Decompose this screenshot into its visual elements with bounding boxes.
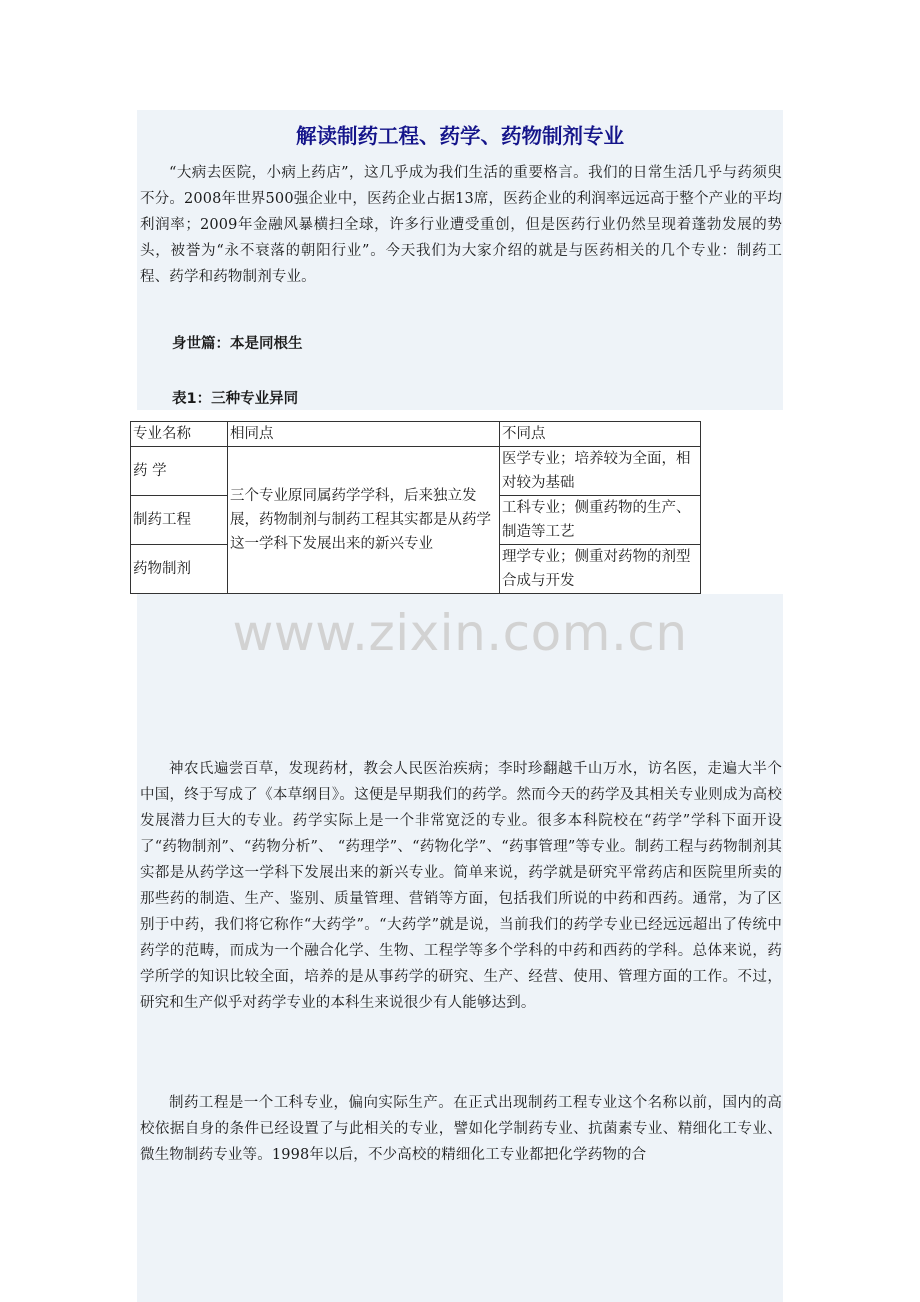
intro-paragraph: “大病去医院，小病上药店”，这几乎成为我们生活的重要格言。我们的日常生活几乎与药须臾不分。2008年世界500强企业中，医药企业占据13席，医药企业的利润率远远高于整个产业的平均利润率；2009年金融风暴横扫全球，许多行业遭受重创，但是医药行业仍然呈现着蓬勃发展的势头，被誉为“永不衰落的朝阳行业”。今天我们为大家介绍的就是与医药相关的几个专业：制药工程、药学和药物制剂专业。 (140, 165, 782, 285)
table-caption: 表1：三种专业异同 (172, 391, 299, 407)
difference-cell: 医学专业；培养较为全面，相对较为基础 (500, 447, 701, 496)
major-name-cell: 药物制剂 (131, 545, 228, 594)
comparison-table (130, 421, 701, 594)
watermark: www.zixin.com.cn (232, 604, 688, 662)
header-common: 相同点 (228, 422, 500, 447)
body-paragraph-shennong: 神农氏遍尝百草，发现药材，教会人民医治疾病；李时珍翻越千山万水，访名医，走遍大半个中国，终于写成了《本草纲目》。这便是早期我们的药学。然而今天的药学及其相关专业则成为高校发展潜力巨大的专业。药学实际上是一个非常宽泛的专业。很多本科院校在“药学”学科下面开设了“药物制剂”、“药物分析”、 “药理学”、“药物化学”、“药事管理”等专业。制药工程与药物制剂其实都是从药学这一学科下发展出来的新兴专业。简单来说，药学就是研究平常药店和医院里所卖的那些药的制造、生产、鉴别、质量管理、营销等方面，包括我们所说的中药和西药。通常，为了区别于中药，我们将它称作“大药学”。“大药学”就是说，当前我们的药学专业已经远远超出了传统中药学的范畴，而成为一个融合化学、生物、工程学等多个学科的中药和西药的学科。总体来说，药学所学的知识比较全面，培养的是从事药学的研究、生产、经营、使用、管理方面的工作。不过，研究和生产似乎对药学专业的本科生来说很少有人能够达到。 (140, 761, 782, 1011)
major-name-cell: 制药工程 (131, 496, 228, 545)
table-header-row (131, 422, 701, 447)
article-title: 解读制药工程、药学、药物制剂专业 (296, 124, 624, 148)
difference-cell: 理学专业；侧重对药物的剂型合成与开发 (500, 545, 701, 594)
table-row (131, 447, 701, 496)
major-name-cell: 药 学 (131, 447, 228, 496)
section-heading: 身世篇：本是同根生 (172, 336, 303, 352)
difference-cell: 工科专业；侧重药物的生产、制造等工艺 (500, 496, 701, 545)
body-paragraph-pharma-engineering: 制药工程是一个工科专业，偏向实际生产。在正式出现制药工程专业这个名称以前，国内的高校依据自身的条件已经设置了与此相关的专业，譬如化学制药专业、抗菌素专业、精细化工专业、微生物制药专业等。1998年以后，不少高校的精细化工专业都把化学药物的合 (140, 1095, 782, 1163)
common-points-cell: 三个专业原同属药学学科，后来独立发展，药物制剂与制药工程其实都是从药学这一学科下发展出来的新兴专业 (228, 447, 500, 594)
header-difference: 不同点 (500, 422, 701, 447)
header-major-name: 专业名称 (131, 422, 228, 447)
